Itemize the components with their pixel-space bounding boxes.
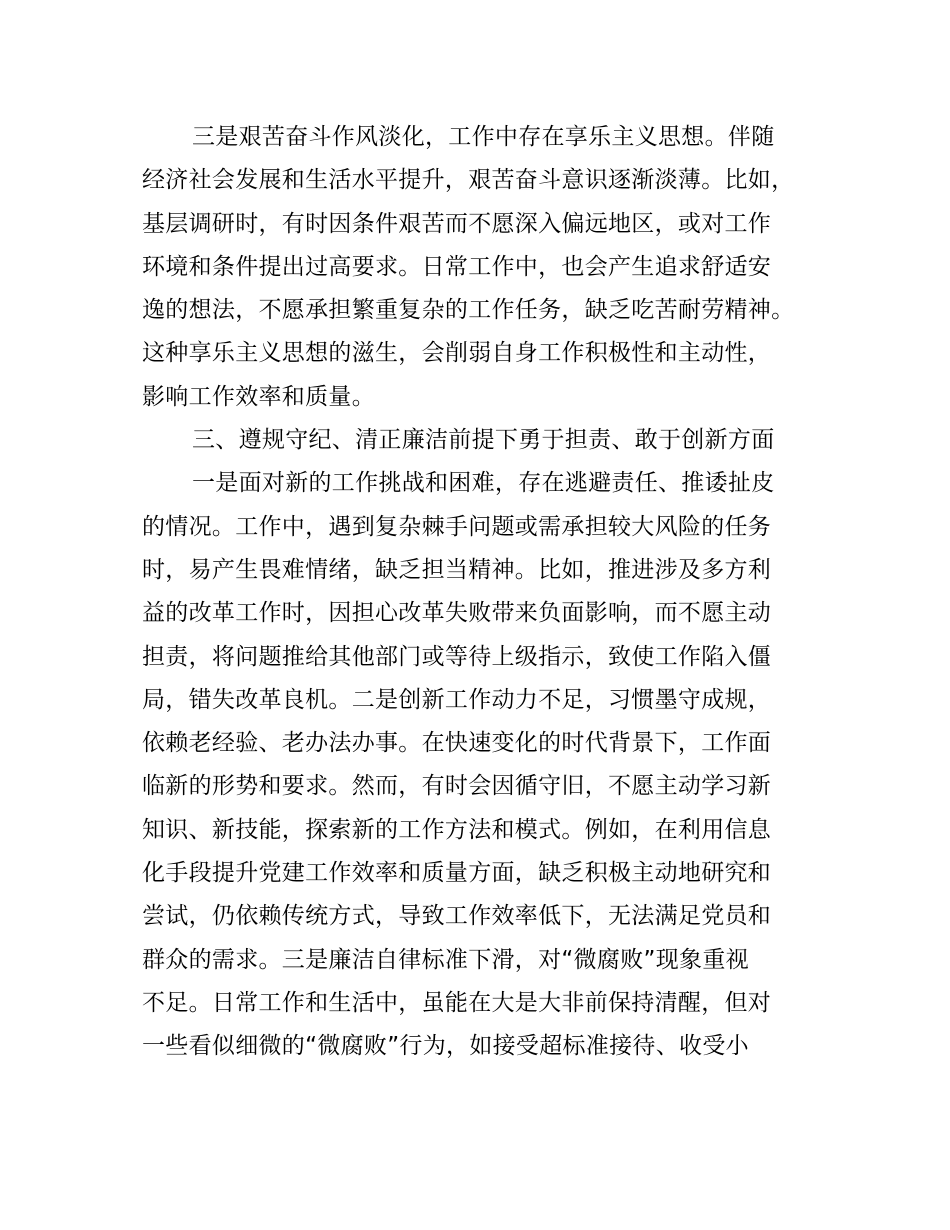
text-line: 一些看似细微的“微腐败”行为，如接受超标准接待、收受小 — [142, 1033, 749, 1060]
text-line: 一是面对新的工作挑战和困难，存在逃避责任、推诿扯皮 — [192, 470, 775, 497]
text-line: 担责，将问题推给其他部门或等待上级指示，致使工作陷入僵 — [142, 643, 772, 670]
text-line: 时，易产生畏难情绪，缺乏担当精神。比如，推进涉及多方利 — [142, 556, 772, 583]
text-line: 影响工作效率和质量。 — [142, 383, 375, 410]
text-line: 环境和条件提出过高要求。日常工作中，也会产生追求舒适安 — [142, 253, 772, 280]
text-line: 临新的形势和要求。然而，有时会因循守旧，不愿主动学习新 — [142, 773, 772, 800]
text-line: 群众的需求。三是廉洁自律标准下滑，对“微腐败”现象重视 — [142, 946, 749, 973]
text-line: 益的改革工作时，因担心改革失败带来负面影响，而不愿主动 — [142, 600, 772, 627]
text-line: 知识、新技能，探索新的工作方法和模式。例如，在利用信息 — [142, 816, 772, 843]
text-line: 局，错失改革良机。二是创新工作动力不足，习惯墨守成规， — [142, 686, 772, 713]
text-line: 基层调研时，有时因条件艰苦而不愿深入偏远地区，或对工作 — [142, 210, 772, 237]
section-heading-3 — [142, 419, 832, 462]
text-line: 尝试，仍依赖传统方式，导致工作效率低下，无法满足党员和 — [142, 903, 772, 930]
paragraph-hardship-style — [142, 116, 832, 419]
text-line: 逸的想法，不愿承担繁重复杂的工作任务，缺乏吃苦耐劳精神。 — [142, 297, 795, 324]
text-line: 经济社会发展和生活水平提升，艰苦奋斗意识逐渐淡薄。比如， — [142, 167, 795, 194]
text-line: 的情况。工作中，遇到复杂棘手问题或需承担较大风险的任务 — [142, 513, 772, 540]
heading-text: 三、遵规守纪、清正廉洁前提下勇于担责、敢于创新方面 — [192, 427, 775, 454]
text-line: 不足。日常工作和生活中，虽能在大是大非前保持清醒，但对 — [142, 989, 772, 1016]
paragraph-responsibility-innovation — [142, 462, 832, 1068]
text-line: 三是艰苦奋斗作风淡化，工作中存在享乐主义思想。伴随 — [192, 124, 775, 150]
text-line: 这种享乐主义思想的滋生，会削弱自身工作积极性和主动性， — [142, 340, 772, 367]
text-line: 依赖老经验、老办法办事。在快速变化的时代背景下，工作面 — [142, 730, 772, 757]
document-body — [142, 116, 832, 1069]
text-line: 化手段提升党建工作效率和质量方面，缺乏积极主动地研究和 — [142, 860, 772, 887]
